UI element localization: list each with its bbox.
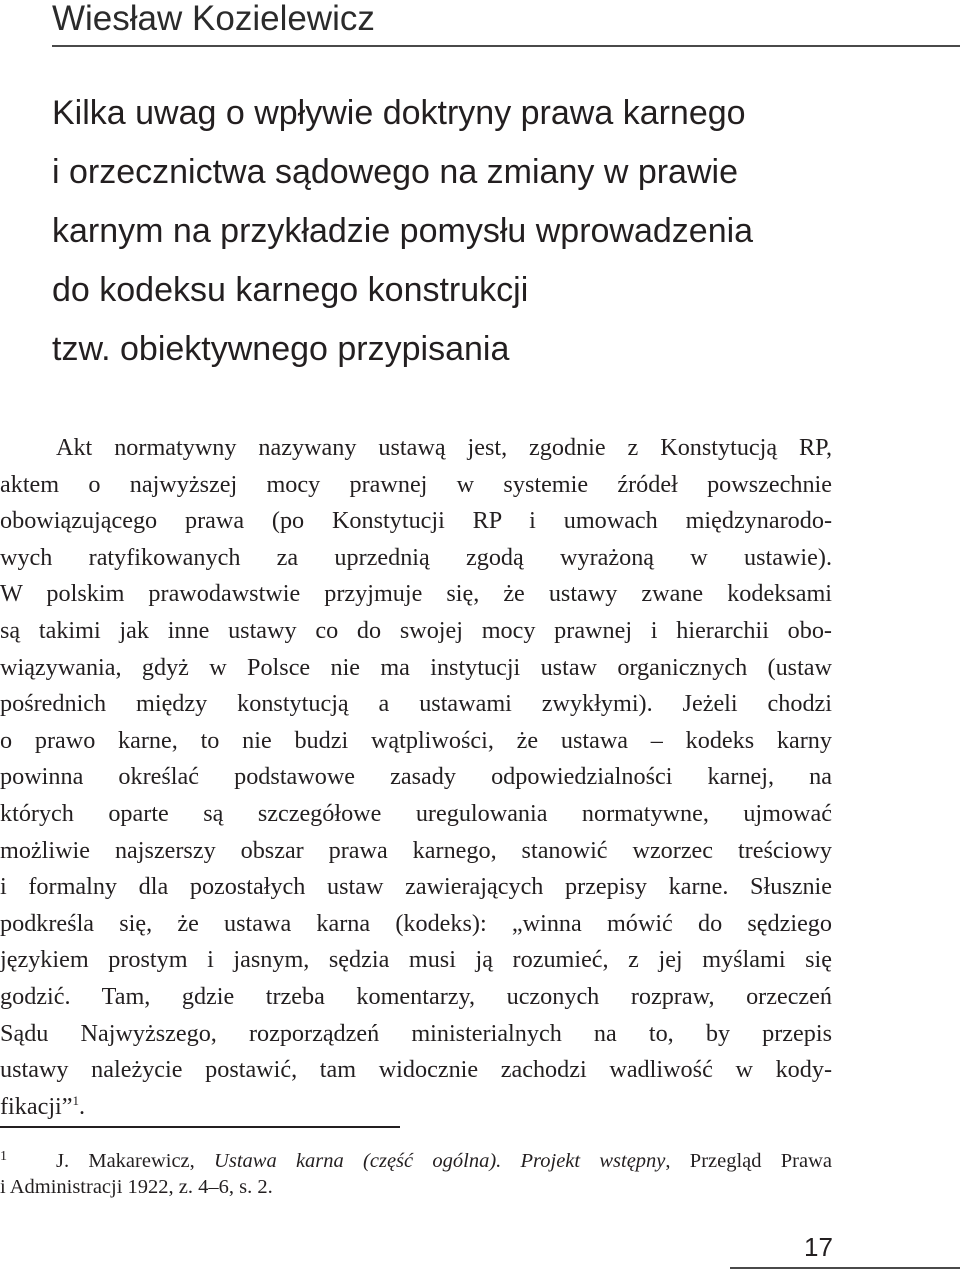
body-line: aktem o najwyższej mocy prawnej w systemie źródeł powszechnie [0, 470, 832, 498]
body-line: Akt normatywny nazywany ustawą jest, zgodnie z Konstytucją RP, [56, 434, 832, 461]
title-line: karnym na przykładzie pomysłu wprowadzenia [52, 212, 754, 250]
header-rule [52, 45, 960, 47]
title-line: i orzecznictwa sądowego na zmiany w prawie [52, 153, 738, 191]
body-line: podkreśla się, że ustawa karna (kodeks): „winna mówić do sędziego [0, 909, 832, 937]
body-line: językiem prostym i jasnym, sędzia musi ją rozumieć, z jej myślami się [0, 946, 832, 974]
body-line: o prawo karne, to nie budzi wątpliwości, że ustawa – kodeks karny [0, 726, 832, 754]
body-paragraph [0, 430, 832, 1125]
footnote-number: 1 [0, 1149, 7, 1164]
footer-rule [730, 1267, 960, 1269]
footnote-separator [0, 1126, 400, 1128]
body-line-last [0, 1089, 832, 1126]
body-line: wiązywania, gdyż w Polsce nie ma instytucji ustaw organicznych (ustaw [0, 653, 832, 681]
body-line: Sądu Najwyższego, rozporządzeń ministerialnych na to, by przepis [0, 1019, 832, 1047]
body-line: godzić. Tam, gdzie trzeba komentarzy, uczonych rozpraw, orzeczeń [0, 982, 832, 1010]
footnote-reference[interactable]: 1 [72, 1092, 80, 1108]
body-line: ustawy należycie postawić, tam widocznie zachodzi wadliwość w kody- [0, 1056, 832, 1084]
footnote-line: i Administracji 1922, z. 4–6, s. 2. [0, 1176, 273, 1198]
body-line: obowiązującego prawa (po Konstytucji RP i umowach międzynarodo- [0, 507, 832, 535]
article-title [52, 84, 882, 379]
footnote-work-title: Ustawa karna (część ogólna). Projekt wstępny [214, 1150, 666, 1172]
body-line: W polskim prawodawstwie przyjmuje się, że ustawy zwane kodeksami [0, 580, 832, 608]
body-line: powinna określać podstawowe zasady odpowiedzialności karnej, na [0, 763, 832, 791]
body-line: wych ratyfikowanych za uprzednią zgodą wyrażoną w ustawie). [0, 543, 832, 571]
running-header-author: Wiesław Kozielewicz [52, 0, 375, 38]
body-line: możliwie najszerszy obszar prawa karnego, stanowić wzorzec treściowy [0, 836, 832, 864]
page-number: 17 [804, 1232, 833, 1262]
final-punctuation: . [79, 1092, 86, 1120]
footnote-publication: , Przegląd Prawa [665, 1150, 833, 1172]
body-line: są takimi jak inne ustawy co do swojej mocy prawnej i hierarchii obo- [0, 616, 832, 644]
title-line: do kodeksu karnego konstrukcji [52, 271, 529, 309]
footnote-author: J. Makarewicz, [56, 1150, 215, 1172]
body-line-last-text: fikacji” [0, 1092, 73, 1120]
body-line: i formalny dla pozostałych ustaw zawierających przepisy karne. Słusznie [0, 873, 832, 901]
title-line: tzw. obiektywnego przypisania [52, 330, 510, 368]
body-line: których oparte są szczegółowe uregulowania normatywne, ujmować [0, 799, 832, 827]
title-line: Kilka uwag o wpływie doktryny prawa karnego [52, 94, 746, 132]
footnote [0, 1141, 832, 1203]
footnote-line [0, 1141, 832, 1172]
body-line: pośrednich między konstytucją a ustawami zwykłymi). Jeżeli chodzi [0, 690, 832, 718]
